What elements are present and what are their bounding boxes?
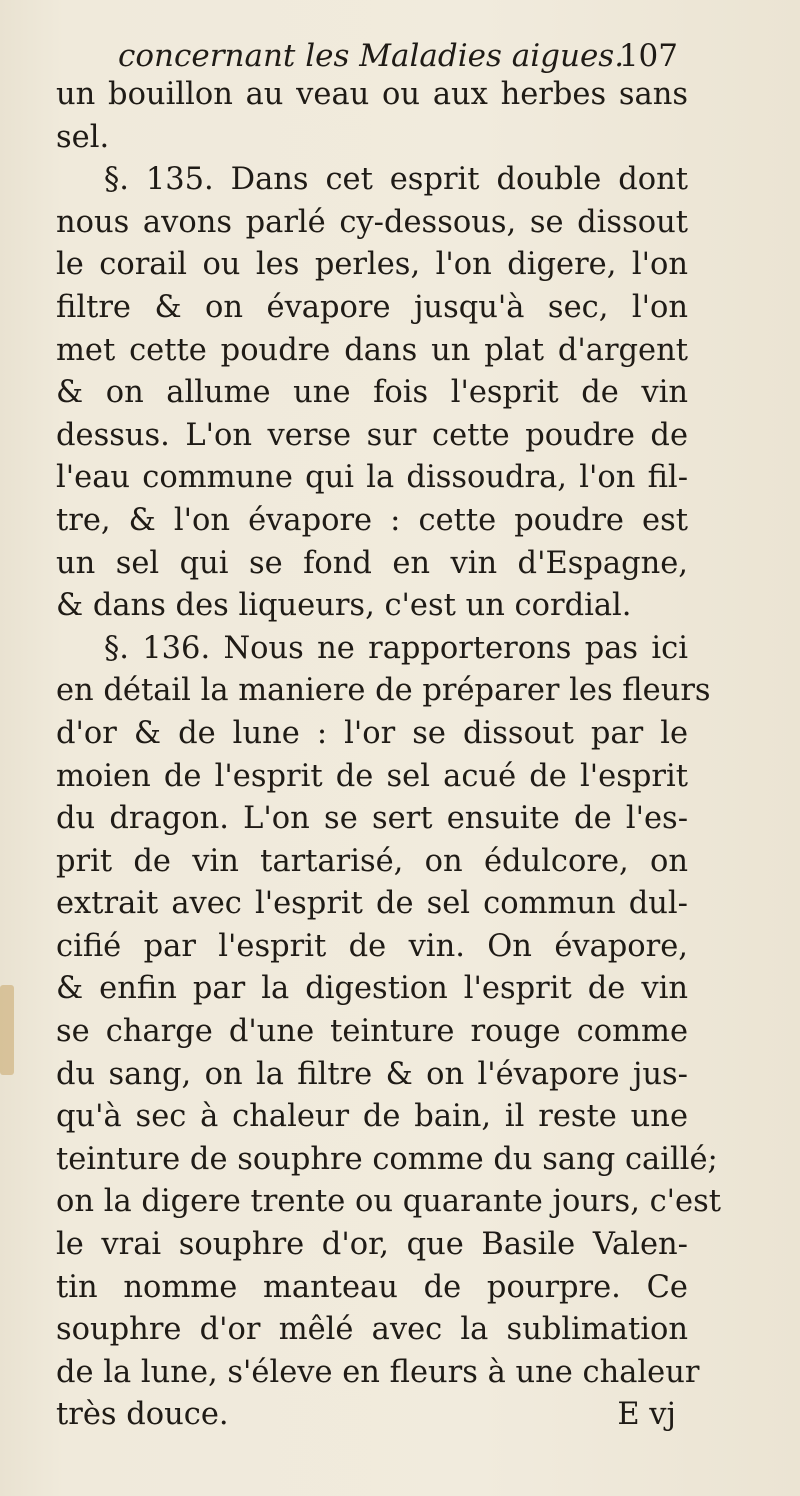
paragraph-135-start: §. 135. Dans cet esprit double dont bbox=[104, 162, 688, 198]
paragraph-136-start: §. 136. Nous ne rapporterons pas ici bbox=[104, 630, 688, 666]
text-line: nous avons parlé cy-dessous, se dissout bbox=[56, 204, 688, 240]
text-block bbox=[56, 74, 722, 1437]
text-line: du dragon. L'on se sert ensuite de l'es- bbox=[56, 801, 688, 837]
text-line: sel. bbox=[56, 119, 110, 155]
page-number: 107 bbox=[618, 38, 678, 74]
text-line: un sel qui se fond en vin d'Espagne, bbox=[56, 545, 688, 581]
text-line: cifié par l'esprit de vin. On évapore, bbox=[56, 928, 688, 964]
text-line: souphre d'or mêlé avec la sublimation bbox=[56, 1312, 688, 1348]
text-line: & on allume une fois l'esprit de vin bbox=[56, 375, 688, 411]
text-line: l'eau commune qui la dissoudra, l'on fil- bbox=[56, 460, 688, 496]
final-line-text: très douce. bbox=[56, 1397, 229, 1433]
text-line: met cette poudre dans un plat d'argent bbox=[56, 332, 688, 368]
final-line bbox=[56, 1394, 688, 1437]
text-line: d'or & de lune : l'or se dissout par le bbox=[56, 715, 688, 751]
text-line: se charge d'une teinture rouge comme bbox=[56, 1014, 688, 1050]
page-stain bbox=[0, 985, 14, 1075]
text-line: filtre & on évapore jusqu'à sec, l'on bbox=[56, 289, 688, 325]
text-line: le corail ou les perles, l'on digere, l'on bbox=[56, 247, 688, 283]
text-line: extrait avec l'esprit de sel commun dul- bbox=[56, 886, 688, 922]
text-line: & dans des liqueurs, c'est un cordial. bbox=[56, 588, 632, 624]
text-line: tin nomme manteau de pourpre. Ce bbox=[56, 1269, 688, 1305]
text-line: du sang, on la filtre & on l'évapore jus- bbox=[56, 1056, 688, 1092]
text-line: en détail la maniere de préparer les fleurs bbox=[56, 673, 711, 709]
text-line: moien de l'esprit de sel acué de l'esprit bbox=[56, 758, 688, 794]
text-line: prit de vin tartarisé, on édulcore, on bbox=[56, 843, 688, 879]
text-line: tre, & l'on évapore : cette poudre est bbox=[56, 502, 688, 538]
text-line: un bouillon au veau ou aux herbes sans bbox=[56, 77, 688, 112]
text-line: teinture de souphre comme du sang caillé; bbox=[56, 1141, 718, 1177]
text-line: le vrai souphre d'or, que Basile Valen- bbox=[56, 1227, 688, 1263]
text-line: qu'à sec à chaleur de bain, il reste une bbox=[56, 1099, 688, 1135]
running-head: concernant les Maladies aigues. bbox=[118, 38, 625, 74]
text-line: & enfin par la digestion l'esprit de vin bbox=[56, 971, 688, 1007]
signature-mark: E vj bbox=[617, 1397, 676, 1433]
text-line: on la digere trente ou quarante jours, c'est bbox=[56, 1184, 722, 1220]
text-line: de la lune, s'éleve en fleurs à une chaleur bbox=[56, 1354, 700, 1390]
text-line: dessus. L'on verse sur cette poudre de bbox=[56, 417, 688, 453]
